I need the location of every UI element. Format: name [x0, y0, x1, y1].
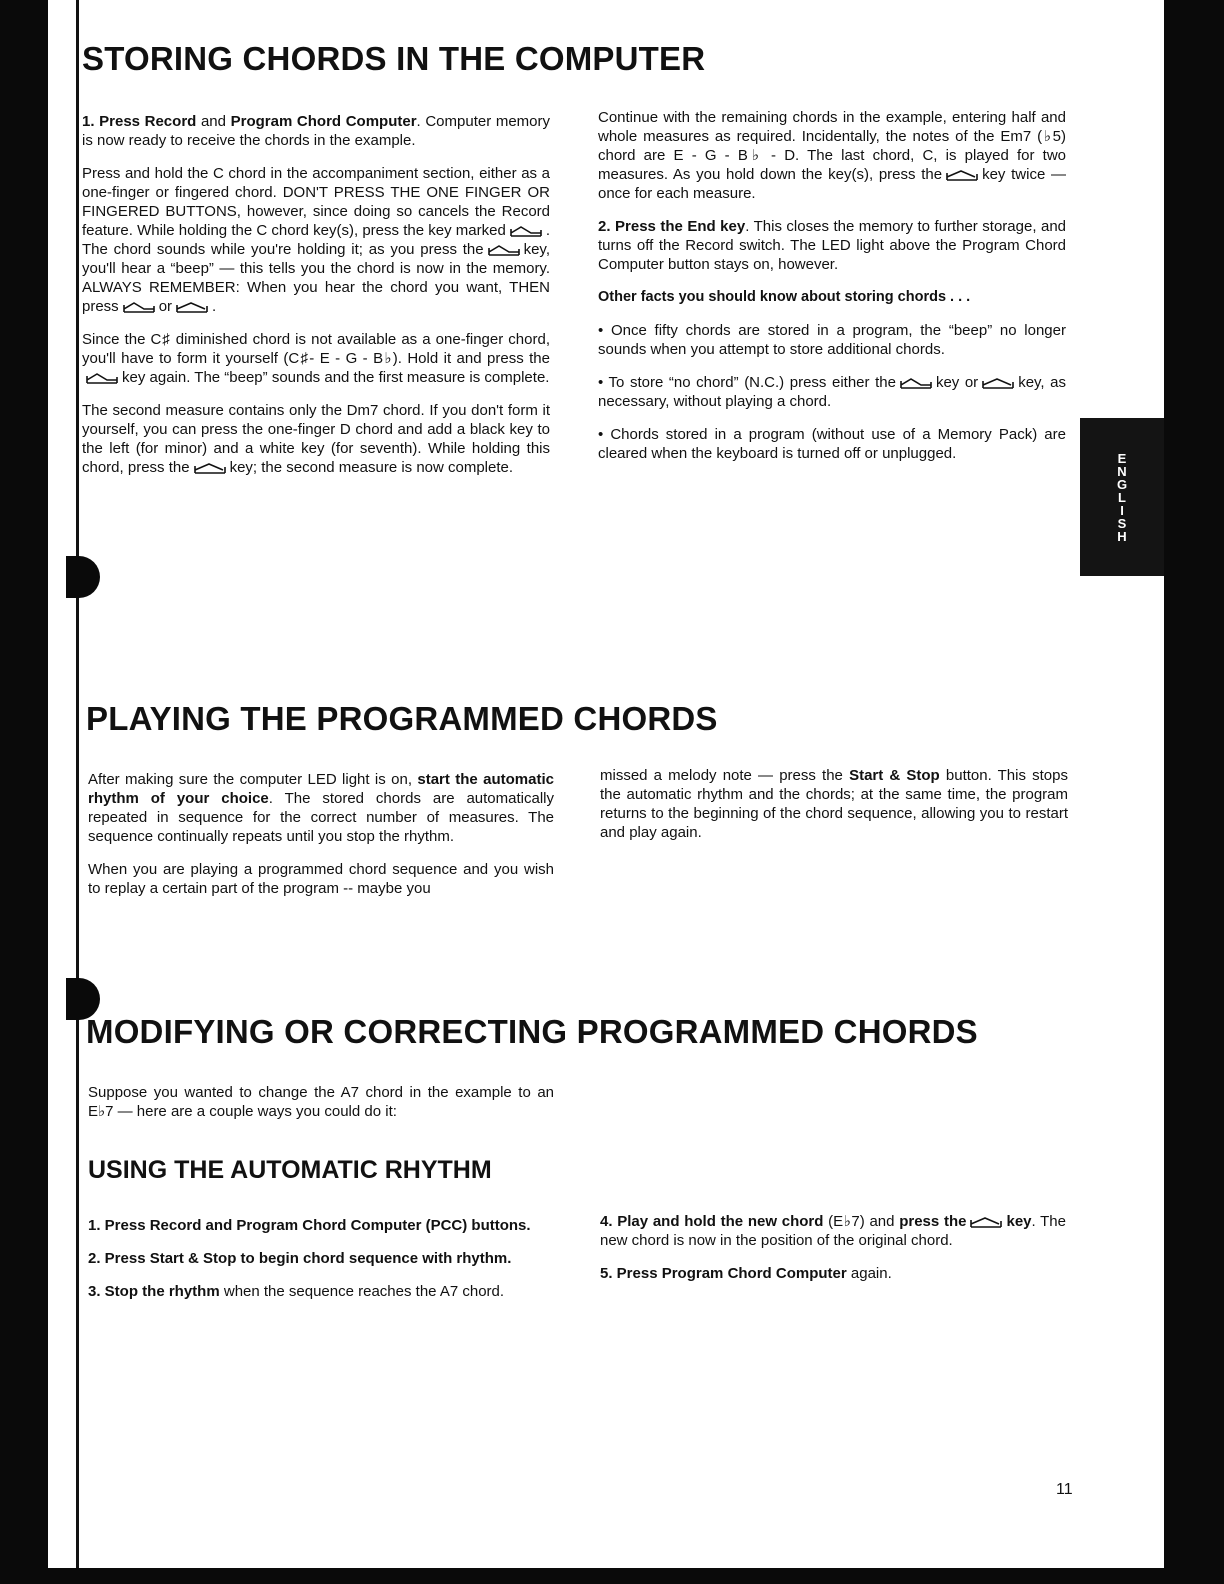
whole-measure-key-icon — [969, 1216, 1003, 1228]
text: key again. The “beep” sounds and the first measure is complete. — [122, 369, 550, 386]
page-edge-bottom — [0, 1568, 1224, 1584]
paragraph: Suppose you wanted to change the A7 chord in the example to an E♭7 — here are a couple ways you could do it: — [88, 1084, 554, 1120]
text: . The new chord is now in the position of the original chord. — [600, 1213, 1066, 1249]
whole-measure-key-icon — [193, 462, 227, 474]
bold-text: Program Chord Computer — [230, 113, 417, 130]
page-number: 11 — [1056, 1481, 1073, 1498]
tab-letter: N — [1117, 463, 1127, 479]
step-number: 1. — [82, 113, 95, 130]
subheading-other-facts: Other facts you should know about storing chords . . . — [598, 289, 971, 305]
text: key, as necessary, without playing a chord. — [598, 374, 1066, 410]
paragraph — [88, 770, 554, 846]
text: missed a melody note — press the — [600, 767, 850, 784]
storing-right-column — [598, 108, 1066, 477]
half-measure-key-icon — [85, 372, 119, 384]
section-title-modifying: MODIFYING OR CORRECTING PROGRAMMED CHORDS — [86, 1013, 978, 1050]
half-measure-key-icon — [509, 225, 543, 237]
tab-letter: I — [1120, 502, 1124, 518]
rhythm-left-column — [88, 1216, 554, 1315]
bold-text: Press the End key — [615, 218, 746, 235]
text: key twice — once for each measure. — [598, 166, 1066, 202]
bold-text: press the — [899, 1213, 967, 1230]
whole-measure-key-icon — [945, 169, 979, 181]
bold-text: 4. Play and hold the new chord — [600, 1213, 824, 1230]
text: The second measure contains only the Dm7 chord. If you don't form it yourself, you can press the one-finger D chord and add a black key to the left (for minor) and a white key (for seventh). While holding this chord, press the — [82, 402, 550, 476]
bullet-item: • Chords stored in a program (without use of a Memory Pack) are cleared when the keyboard is turned off or unplugged. — [598, 426, 1066, 462]
text: . The stored chords are automatically repeated in sequence for the correct number of measures. The sequence continually repeats until you stop the rhythm. — [88, 790, 554, 845]
tab-letter: S — [1117, 515, 1127, 531]
text: or — [158, 298, 173, 315]
paragraph — [82, 330, 550, 387]
paragraph — [598, 217, 1066, 274]
step-5 — [600, 1264, 1066, 1283]
whole-measure-key-icon — [981, 377, 1015, 389]
text: Press and hold the C chord in the accompaniment section, either as a one-finger or fingered chord. DON'T PRESS THE ONE FINGER OR FINGERED BUTTONS, however, since doing so cancels the Record feature. While holding the C chord key(s), press the key marked — [82, 165, 550, 239]
text: again. — [846, 1265, 892, 1282]
step-4 — [600, 1212, 1066, 1250]
text: key; the second measure is now complete. — [229, 459, 514, 476]
step-1: 1. Press Record and Program Chord Computer (PCC) buttons. — [88, 1217, 531, 1234]
section-title-playing: PLAYING THE PROGRAMMED CHORDS — [86, 700, 718, 737]
tab-letter: H — [1117, 528, 1127, 544]
tab-letter: E — [1117, 450, 1127, 466]
paragraph — [600, 766, 1068, 842]
page-edge-left — [0, 0, 48, 1584]
page-rule — [76, 0, 79, 1584]
page-margin-left — [48, 0, 76, 1584]
half-measure-key-icon — [122, 301, 156, 313]
whole-measure-key-icon — [175, 301, 209, 313]
bold-text: Start & Stop — [849, 767, 940, 784]
step-3 — [88, 1282, 554, 1301]
bold-text: 3. Stop the rhythm — [88, 1283, 220, 1300]
text: . Computer memory is now ready to receive the chords in the example. — [82, 113, 550, 149]
section-title-storing: STORING CHORDS IN THE COMPUTER — [82, 40, 706, 77]
storing-left-column — [82, 112, 550, 491]
bullet-item: • Once fifty chords are stored in a program, the “beep” no longer sounds when you attempt to store additional chords. — [598, 322, 1066, 358]
text: when the sequence reaches the A7 chord. — [219, 1283, 505, 1300]
text: button. This stops the automatic rhythm and the chords; at the same time, the program returns to the beginning of the chord sequence, allowing you to restart and play again. — [600, 767, 1068, 841]
paragraph — [598, 108, 1066, 203]
language-tab — [1080, 418, 1164, 576]
bold-text: start the automatic rhythm of your choice — [88, 771, 554, 807]
text: Since the C♯ diminished chord is not available as a one-finger chord, you'll have to form it yourself (C♯- E - G - B♭). Hold it and press the — [82, 331, 550, 367]
playing-left-column — [88, 770, 554, 912]
paragraph: When you are playing a programmed chord sequence and you wish to replay a certain part of the program -- maybe you — [88, 861, 554, 897]
text: . — [212, 298, 217, 315]
text: key or — [935, 374, 979, 391]
text: • To store “no chord” (N.C.) press either the — [598, 374, 896, 391]
paragraph — [82, 164, 550, 316]
step-2: 2. Press Start & Stop to begin chord sequence with rhythm. — [88, 1250, 512, 1267]
bold-text: Press Record — [99, 113, 197, 130]
page-edge-right — [1164, 0, 1224, 1584]
modifying-intro — [88, 1083, 554, 1135]
text: and — [196, 113, 231, 130]
text: . This closes the memory to further storage, and turns off the Record switch. The LED light above the Program Chord Computer button stays on, however. — [598, 218, 1067, 273]
bold-text: key — [1006, 1213, 1032, 1230]
text: . The chord sounds while you're holding it; as you press the — [82, 222, 550, 258]
tab-letter: G — [1116, 476, 1128, 492]
playing-right-column — [600, 766, 1068, 856]
text: Continue with the remaining chords in the example, entering half and whole measures as required. Incidentally, the notes of the Em7 (♭5) chord are E - G - B♭ - D. The last chord, C, is played for two measures. As you hold down the key(s), press the — [598, 109, 1066, 183]
bullet-item — [598, 373, 1066, 411]
half-measure-key-icon — [487, 244, 521, 256]
tab-letter: L — [1118, 489, 1126, 505]
subsection-title-automatic-rhythm: USING THE AUTOMATIC RHYTHM — [88, 1156, 492, 1184]
bold-text: 5. Press Program Chord Computer — [600, 1265, 847, 1282]
punch-hole — [66, 556, 100, 598]
rhythm-right-column — [600, 1212, 1066, 1297]
step-number: 2. — [598, 218, 611, 235]
text: After making sure the computer LED light is on, — [88, 771, 418, 788]
text: key, you'll hear a “beep” — this tells you the chord is now in the memory. ALWAYS REMEMBER: When you hear the chord you want, THEN press — [82, 241, 550, 315]
paragraph — [82, 401, 550, 477]
text: (E♭7) and — [823, 1213, 900, 1230]
paragraph — [82, 112, 550, 150]
half-measure-key-icon — [899, 377, 933, 389]
